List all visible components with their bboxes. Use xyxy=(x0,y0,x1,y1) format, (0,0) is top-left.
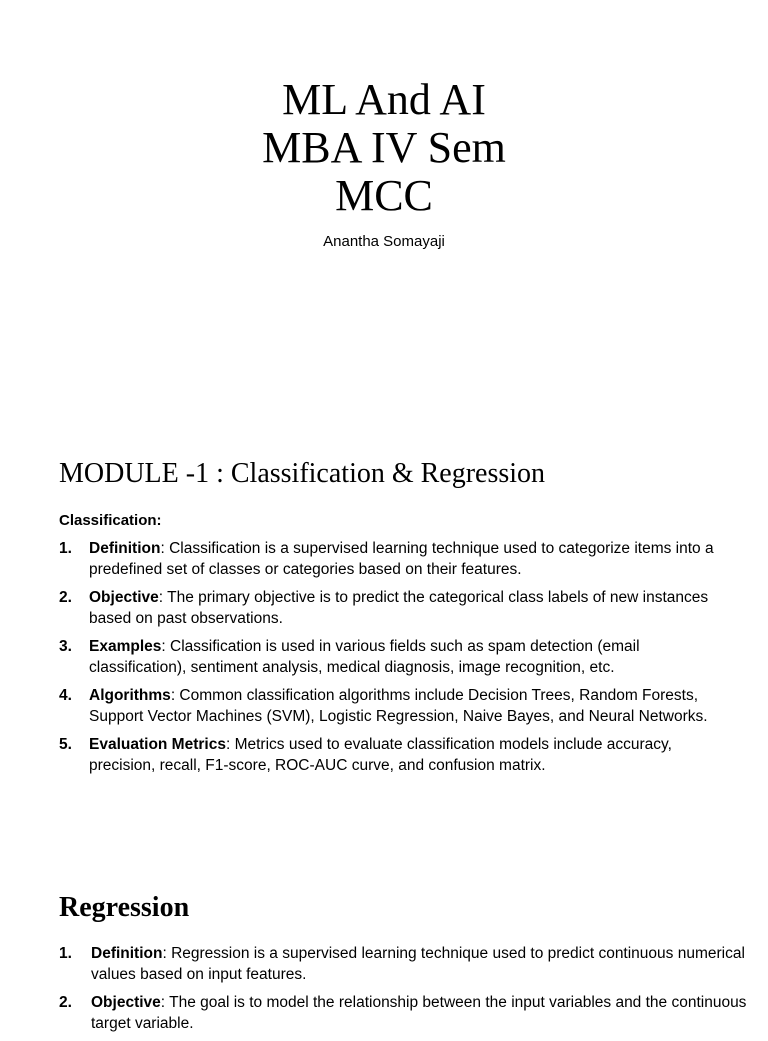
document-title-line-1: ML And AI xyxy=(282,75,486,124)
item-term: Algorithms xyxy=(89,687,171,704)
regression-list xyxy=(59,943,749,1041)
list-item xyxy=(59,636,719,678)
item-term: Definition xyxy=(89,540,161,557)
item-text: : Regression is a supervised learning technique used to predict continuous numerical values based on input features. xyxy=(91,945,745,983)
item-text: : Metrics used to evaluate classification models include accuracy, precision, recall, F1-score, ROC-AUC curve, and confusion matrix. xyxy=(89,736,672,774)
item-text: : Classification is a supervised learning technique used to categorize items into a predefined set of classes or categories based on their features. xyxy=(89,540,714,578)
classification-list xyxy=(59,538,719,783)
module-heading: MODULE -1 : Classification & Regression xyxy=(59,458,546,489)
item-text: : The goal is to model the relationship between the input variables and the continuous target variable. xyxy=(91,994,747,1032)
list-item xyxy=(59,538,719,580)
title-block xyxy=(0,76,768,252)
list-item xyxy=(59,992,749,1034)
classification-label: Classification: xyxy=(59,512,162,529)
item-term: Objective xyxy=(91,994,161,1011)
item-text: : Common classification algorithms include Decision Trees, Random Forests, Support Vector Machines (SVM), Logistic Regression, Naive Bayes, and Neural Networks. xyxy=(89,687,708,725)
item-term: Evaluation Metrics xyxy=(89,736,226,753)
list-item xyxy=(59,685,719,727)
item-text: : Classification is used in various fields such as spam detection (email classification), sentiment analysis, medical diagnosis, image recognition, etc. xyxy=(89,638,640,676)
item-term: Objective xyxy=(89,589,159,606)
item-text: : The primary objective is to predict the categorical class labels of new instances based on past observations. xyxy=(89,589,709,627)
list-item xyxy=(59,587,719,629)
item-number: 2. xyxy=(59,994,72,1011)
item-number: 4. xyxy=(59,687,72,704)
document-title-line-3: MCC xyxy=(335,171,433,220)
item-term: Definition xyxy=(91,945,163,962)
item-number: 1. xyxy=(59,945,72,962)
list-item xyxy=(59,943,749,985)
item-number: 5. xyxy=(59,736,72,753)
list-item xyxy=(59,734,719,776)
item-term: Examples xyxy=(89,638,162,655)
author-name: Anantha Somayaji xyxy=(323,233,445,250)
item-number: 3. xyxy=(59,638,72,655)
document-title-line-2: MBA IV Sem xyxy=(262,123,506,172)
regression-heading: Regression xyxy=(59,892,190,923)
item-number: 2. xyxy=(59,589,72,606)
item-number: 1. xyxy=(59,540,72,557)
